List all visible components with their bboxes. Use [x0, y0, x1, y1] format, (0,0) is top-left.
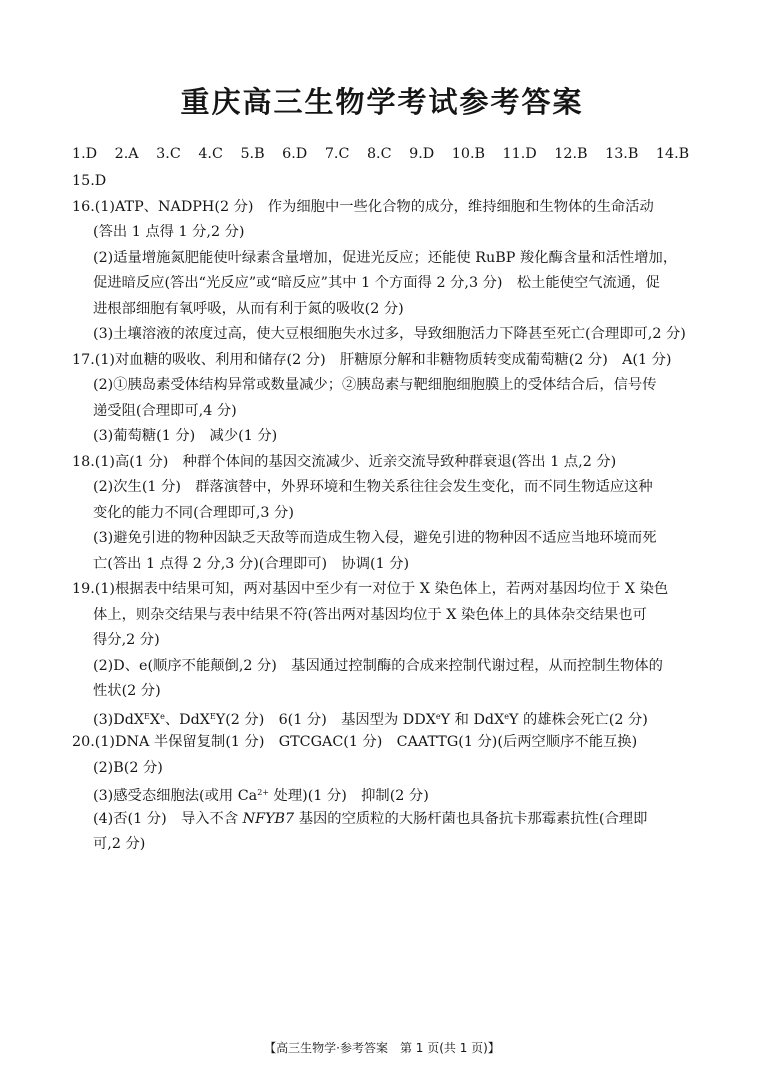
q16-line: (答出 1 点得 1 分,2 分) — [93, 224, 245, 240]
gene-name: NFYB7 — [242, 811, 295, 827]
mc-answer: 8.C — [366, 146, 392, 162]
superscript: E — [144, 712, 150, 721]
q18-line: 18.(1)高(1 分) 种群个体间的基因交流减少、近亲交流导致种群衰退(答出 1 点,2 分) — [72, 454, 617, 470]
q20-line — [93, 810, 647, 828]
q16-line: 进根部细胞有氧呼吸，从而有利于氮的吸收(2 分) — [93, 301, 404, 317]
q19-line: 性状(2 分) — [93, 683, 161, 699]
page-title: 重庆高三生物学考试参考答案 — [180, 85, 584, 119]
q19-line: 体上，则杂交结果与表中结果不符(答出两对基因均位于 X 染色体上的具体杂交结果也可 — [93, 607, 647, 623]
mc-answer: 13.B — [605, 146, 639, 162]
mc-answer: 11.D — [502, 146, 537, 162]
q20-text: 处理)(1 分) 抑制(2 分) — [269, 788, 429, 804]
q19-text: Y 的雄株会死亡(2 分) — [509, 712, 648, 728]
q20-text: (4)否(1 分) 导入不含 — [93, 811, 243, 827]
superscript: E — [209, 712, 216, 721]
superscript: 2+ — [257, 788, 270, 797]
superscript: e — [504, 712, 509, 721]
q19-text: X — [149, 712, 161, 728]
q18-line: (3)避免引进的物种因缺乏天敌等而造成生物入侵，避免引进的物种因不适应当地环境而死 — [93, 530, 657, 546]
mc-answer: 12.B — [554, 146, 588, 162]
mc-answer: 4.C — [198, 146, 223, 162]
q20-line: (2)B(2 分) — [93, 760, 163, 776]
q19-text: (3)DdX — [93, 712, 145, 728]
q17-line: (2)①胰岛素受体结构异常或数量减少；②胰岛素与靶细胞细胞膜上的受体结合后，信号传 — [93, 377, 657, 393]
superscript: e — [435, 712, 441, 721]
q17-line: (3)葡萄糖(1 分) 减少(1 分) — [93, 428, 278, 444]
mc-answer: 3.C — [156, 146, 181, 162]
q19-line: 19.(1)根据表中结果可知，两对基因中至少有一对位于 X 染色体上，若两对基因均位于 X 染色 — [72, 581, 669, 597]
q17-line: 递受阻(合理即可,4 分) — [93, 403, 237, 419]
q16-line: (2)适量增施氮肥能使叶绿素含量增加，促进光反应；还能使 RuBP 羧化酶含量和活性增加， — [93, 250, 678, 266]
q20-line: 可,2 分) — [93, 836, 146, 852]
q19-line: (2)D、e(顺序不能颠倒,2 分) 基因通过控制酶的合成来控制代谢过程，从而控制生物体的 — [93, 658, 663, 674]
mc-answer-15: 15.D — [72, 173, 107, 189]
q19-text: Y 和 DdX — [440, 712, 505, 728]
mc-answer: 10.B — [451, 146, 485, 162]
q19-text: Y(2 分) 6(1 分) 基因型为 DDX — [215, 712, 436, 728]
q20-text: 基因的空质粒的大肠杆菌也具备抗卡那霉素抗性(合理即 — [294, 811, 648, 827]
q20-line — [93, 784, 429, 805]
mc-answer: 6.D — [282, 146, 308, 162]
q18-line: 亡(答出 1 点得 2 分,3 分)(合理即可) 协调(1 分) — [93, 556, 410, 572]
q19-line — [93, 708, 648, 729]
q16-line: (3)土壤溶液的浓度过高，使大豆根细胞失水过多，导致细胞活力下降甚至死亡(合理即可,2 分) — [93, 326, 686, 342]
q20-line: 20.(1)DNA 半保留复制(1 分) GTCGAC(1 分) CAATTG(1 分)(后两空顺序不能互换) — [72, 734, 638, 750]
q19-line: 得分,2 分) — [93, 632, 160, 648]
page-footer: 【高三生物学·参考答案 第 1 页(共 1 页)】 — [264, 1041, 500, 1055]
mc-answer: 5.B — [240, 146, 265, 162]
mc-answer: 9.D — [409, 146, 435, 162]
q16-line: 16.(1)ATP、NADPH(2 分) 作为细胞中一些化合物的成分，维持细胞和生物体的生命活动 — [72, 199, 654, 215]
mc-answer: 7.C — [324, 146, 350, 162]
q20-text: (3)感受态细胞法(或用 Ca — [93, 788, 258, 804]
q18-line: 变化的能力不同(合理即可,3 分) — [93, 505, 294, 521]
mc-answer-row — [72, 146, 689, 162]
q17-line: 17.(1)对血糖的吸收、利用和储存(2 分) 肝糖原分解和非糖物质转变成葡萄糖(2 分) A(1 分) — [72, 352, 672, 368]
superscript: e — [160, 712, 165, 721]
q18-line: (2)次生(1 分) 群落演替中，外界环境和生物关系往往会发生变化，而不同生物适应这种 — [93, 479, 653, 495]
q16-line: 促进暗反应(答出“光反应”或“暗反应”其中 1 个方面得 2 分,3 分) 松土能使空气流通，促 — [93, 275, 660, 291]
mc-answer: 1.D — [72, 146, 98, 162]
mc-answer: 14.B — [655, 146, 690, 162]
mc-answer: 2.A — [114, 146, 139, 162]
q19-text: 、DdX — [164, 712, 210, 728]
